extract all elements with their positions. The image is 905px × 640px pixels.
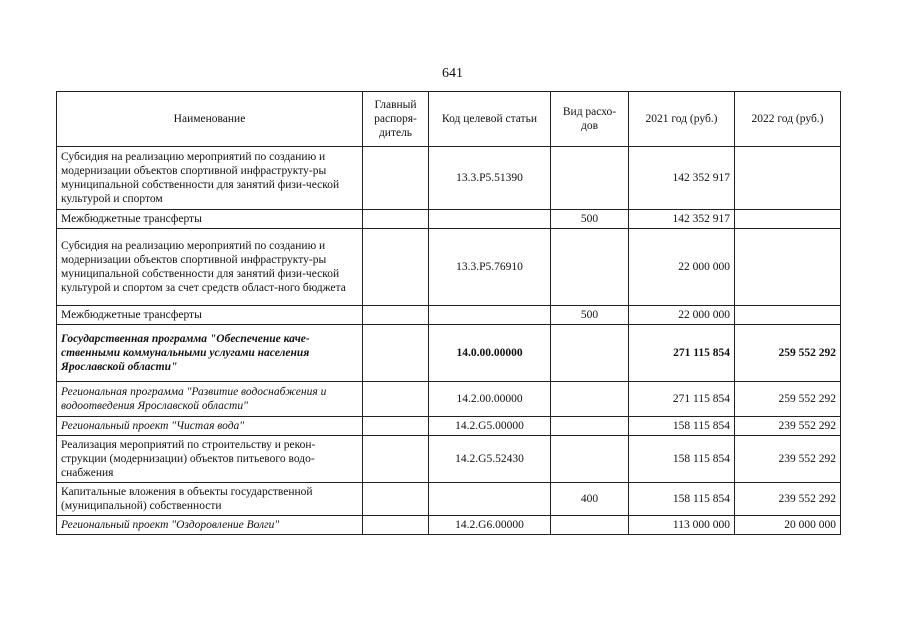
cell-admin xyxy=(363,147,429,210)
cell-name: Субсидия на реализацию мероприятий по созданию и модернизации объектов спортивной инфраструкту-ры муниципальной собственности для занятий физи-ческой культурой и спортом за счет средств област-ного бюджета xyxy=(57,229,363,306)
cell-type xyxy=(551,436,629,483)
cell-admin xyxy=(363,436,429,483)
cell-type xyxy=(551,325,629,382)
header-admin: Главный распоря-дитель xyxy=(363,92,429,147)
cell-admin xyxy=(363,210,429,229)
cell-admin xyxy=(363,417,429,436)
cell-type: 500 xyxy=(551,210,629,229)
cell-name: Межбюджетные трансферты xyxy=(57,306,363,325)
cell-2022: 20 000 000 xyxy=(735,516,841,535)
cell-2021: 22 000 000 xyxy=(629,229,735,306)
cell-code xyxy=(429,306,551,325)
cell-type xyxy=(551,382,629,417)
cell-2022 xyxy=(735,229,841,306)
table-row xyxy=(57,210,841,229)
cell-name: Региональная программа "Развитие водоснабжения и водоотведения Ярославской области" xyxy=(57,382,363,417)
cell-admin xyxy=(363,382,429,417)
cell-type: 500 xyxy=(551,306,629,325)
cell-type xyxy=(551,147,629,210)
header-2021: 2021 год (руб.) xyxy=(629,92,735,147)
cell-2022 xyxy=(735,306,841,325)
cell-type xyxy=(551,417,629,436)
table-row xyxy=(57,306,841,325)
cell-2021: 158 115 854 xyxy=(629,483,735,516)
cell-2021: 158 115 854 xyxy=(629,436,735,483)
budget-table xyxy=(56,91,841,535)
cell-code xyxy=(429,483,551,516)
cell-admin xyxy=(363,306,429,325)
cell-name: Государственная программа "Обеспечение каче-ственными коммунальными услугами населения Ярославской области" xyxy=(57,325,363,382)
cell-name: Межбюджетные трансферты xyxy=(57,210,363,229)
cell-name: Региональный проект "Чистая вода" xyxy=(57,417,363,436)
table-row xyxy=(57,483,841,516)
cell-admin xyxy=(363,229,429,306)
cell-2022: 259 552 292 xyxy=(735,382,841,417)
table-row xyxy=(57,229,841,306)
header-type: Вид расхо-дов xyxy=(551,92,629,147)
table-row xyxy=(57,436,841,483)
cell-code xyxy=(429,210,551,229)
header-code: Код целевой статьи xyxy=(429,92,551,147)
cell-2021: 158 115 854 xyxy=(629,417,735,436)
table-row xyxy=(57,147,841,210)
cell-code: 14.2.G6.00000 xyxy=(429,516,551,535)
cell-admin xyxy=(363,483,429,516)
cell-2021: 271 115 854 xyxy=(629,325,735,382)
page-number: 641 xyxy=(442,66,463,81)
cell-2021: 271 115 854 xyxy=(629,382,735,417)
cell-code: 14.2.G5.00000 xyxy=(429,417,551,436)
cell-2021: 22 000 000 xyxy=(629,306,735,325)
header-2022: 2022 год (руб.) xyxy=(735,92,841,147)
cell-2022: 239 552 292 xyxy=(735,483,841,516)
cell-2022: 259 552 292 xyxy=(735,325,841,382)
cell-admin xyxy=(363,516,429,535)
cell-code: 13.3.P5.76910 xyxy=(429,229,551,306)
table-row xyxy=(57,382,841,417)
cell-code: 13.3.P5.51390 xyxy=(429,147,551,210)
cell-2021: 113 000 000 xyxy=(629,516,735,535)
table-header-row xyxy=(57,92,841,147)
cell-2022: 239 552 292 xyxy=(735,417,841,436)
cell-2022: 239 552 292 xyxy=(735,436,841,483)
cell-name: Капитальные вложения в объекты государственной (муниципальной) собственности xyxy=(57,483,363,516)
cell-name: Реализация мероприятий по строительству и рекон-струкции (модернизации) объектов питьевого водо-снабжения xyxy=(57,436,363,483)
table-row xyxy=(57,417,841,436)
cell-2022 xyxy=(735,147,841,210)
cell-name: Субсидия на реализацию мероприятий по созданию и модернизации объектов спортивной инфраструкту-ры муниципальной собственности для занятий физи-ческой культурой и спортом xyxy=(57,147,363,210)
header-name: Наименование xyxy=(57,92,363,147)
cell-name: Региональный проект "Оздоровление Волги" xyxy=(57,516,363,535)
table-row xyxy=(57,325,841,382)
cell-type xyxy=(551,229,629,306)
cell-2021: 142 352 917 xyxy=(629,147,735,210)
cell-code: 14.2.G5.52430 xyxy=(429,436,551,483)
cell-2021: 142 352 917 xyxy=(629,210,735,229)
cell-code: 14.2.00.00000 xyxy=(429,382,551,417)
table-row xyxy=(57,516,841,535)
cell-type: 400 xyxy=(551,483,629,516)
cell-2022 xyxy=(735,210,841,229)
cell-type xyxy=(551,516,629,535)
cell-code: 14.0.00.00000 xyxy=(429,325,551,382)
cell-admin xyxy=(363,325,429,382)
